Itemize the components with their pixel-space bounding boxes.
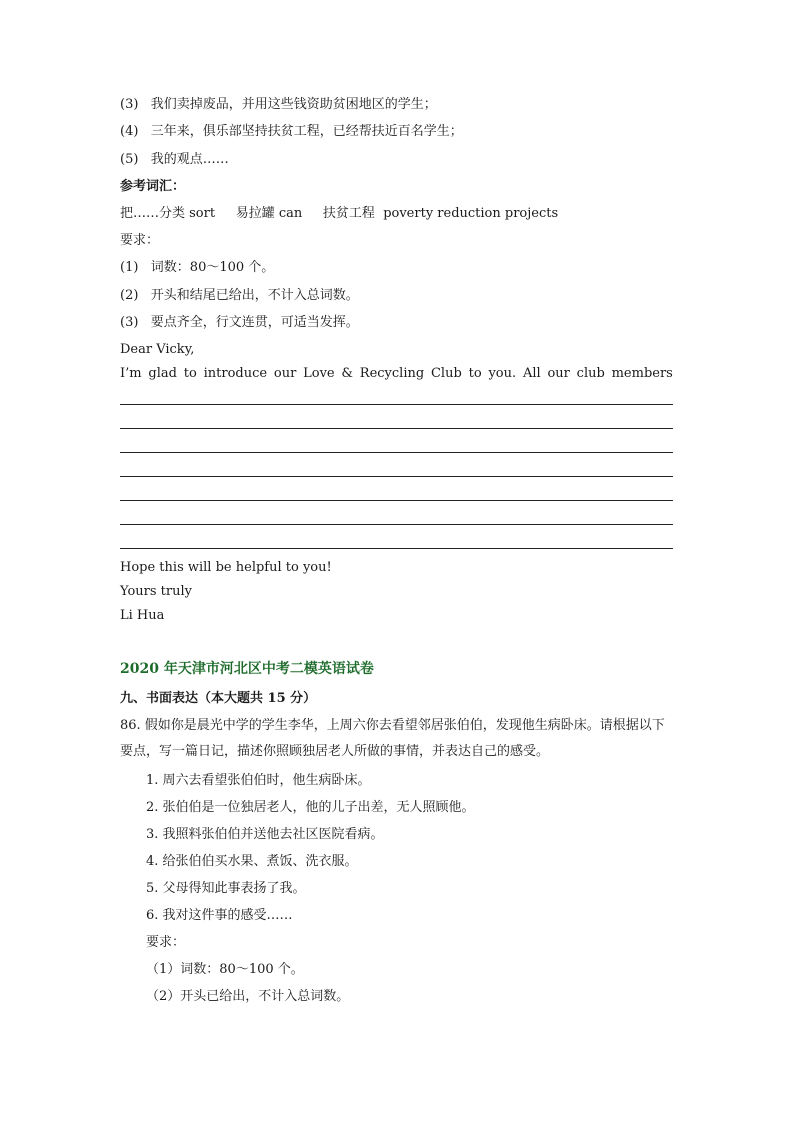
point-item: 1. 周六去看望张伯伯时，他生病卧床。 — [146, 773, 371, 788]
word: you. — [488, 366, 517, 381]
point-item: 5. 父母得知此事表扬了我。 — [146, 881, 306, 896]
letter-opening-line — [120, 366, 673, 382]
word: & — [341, 366, 353, 381]
point-item: 6. 我对这件事的感受…… — [146, 908, 293, 923]
letter-signoff: Yours truly — [120, 584, 192, 599]
requirements-heading: 要求： — [120, 233, 160, 248]
section-heading: 九、书面表达（本大题共 15 分） — [120, 691, 317, 706]
writing-line[interactable] — [120, 524, 673, 525]
requirement-item: （2）开头已给出，不计入总词数。 — [146, 989, 350, 1004]
writing-line[interactable] — [120, 452, 673, 453]
word: our — [547, 366, 570, 381]
writing-line[interactable] — [120, 476, 673, 477]
letter-name: Li Hua — [120, 608, 165, 623]
word: Love — [303, 366, 335, 381]
requirement-item: (1) 词数：80～100 个。 — [120, 260, 275, 275]
word: club — [576, 366, 605, 381]
list-item: (5) 我的观点…… — [120, 152, 229, 167]
vocab-heading: 参考词汇： — [120, 179, 186, 194]
requirements-heading: 要求： — [146, 935, 186, 950]
word: to — [468, 366, 482, 381]
word: introduce — [203, 366, 268, 381]
word: to — [183, 366, 197, 381]
vocab-line: 把……分类 sort 易拉罐 can 扶贫工程 poverty reduction projects — [120, 206, 559, 221]
point-item: 2. 张伯伯是一位独居老人，他的儿子出差，无人照顾他。 — [146, 800, 475, 815]
letter-closing: Hope this will be helpful to you! — [120, 560, 332, 575]
writing-line[interactable] — [120, 428, 673, 429]
word: our — [273, 366, 297, 381]
writing-line[interactable] — [120, 404, 673, 405]
point-item: 3. 我照料张伯伯并送他去社区医院看病。 — [146, 827, 384, 842]
word: glad — [148, 366, 177, 381]
word: Recycling — [359, 366, 425, 381]
question-prompt: 86. 假如你是晨光中学的学生李华，上周六你去看望邻居张伯伯，发现他生病卧床。请根据以下要点，写一篇日记，描述你照顾独居老人所做的事情，并表达自己的感受。 — [120, 718, 665, 759]
writing-line[interactable] — [120, 548, 673, 549]
list-item: (3) 我们卖掉废品，并用这些钱资助贫困地区的学生； — [120, 97, 437, 112]
point-item: 4. 给张伯伯买水果、煮饭、洗衣服。 — [146, 854, 358, 869]
exam-title: 2020 年天津市河北区中考二模英语试卷 — [120, 661, 374, 677]
word: Club — [430, 366, 462, 381]
requirement-item: (3) 要点齐全，行文连贯，可适当发挥。 — [120, 315, 359, 330]
word: members — [611, 366, 673, 381]
requirement-item: (2) 开头和结尾已给出，不计入总词数。 — [120, 288, 359, 303]
writing-line[interactable] — [120, 500, 673, 501]
letter-salutation: Dear Vicky, — [120, 342, 195, 357]
word: I’m — [120, 366, 142, 381]
requirement-item: （1）词数：80～100 个。 — [146, 962, 304, 977]
list-item: (4) 三年来，俱乐部坚持扶贫工程，已经帮扶近百名学生； — [120, 124, 463, 139]
word: All — [522, 366, 541, 381]
